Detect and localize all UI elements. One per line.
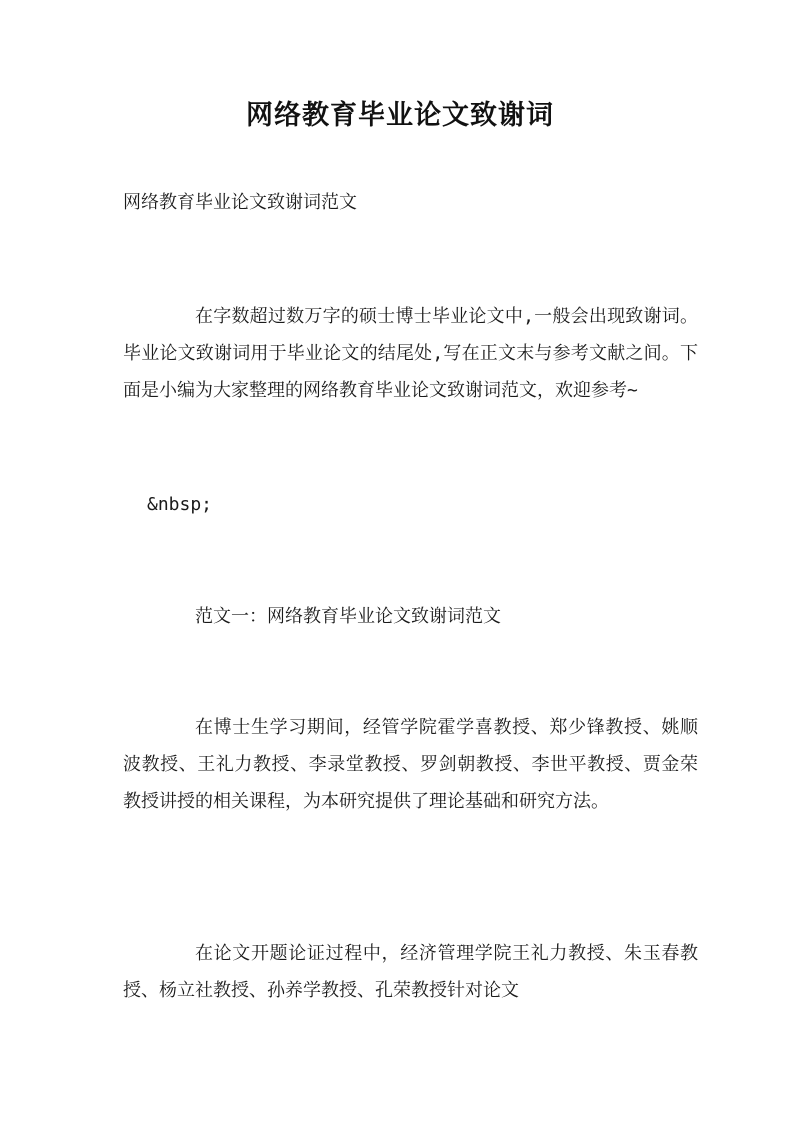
section-heading: 范文一：网络教育毕业论文致谢词范文 (195, 606, 501, 627)
body-paragraph-2: 在论文开题论证过程中，经济管理学院王礼力教授、朱玉春教授、杨立社教授、孙养学教授、孔荣教授针对论文 (123, 943, 698, 1001)
intro-paragraph: 在字数超过数万字的硕士博士毕业论文中,一般会出现致谢词。毕业论文致谢词用于毕业论文的结尾处,写在正文末与参考文献之间。下面是小编为大家整理的网络教育毕业论文致谢词范文，欢迎参考~ (123, 306, 698, 401)
nbsp-text: &nbsp; (147, 494, 213, 515)
document-subtitle: 网络教育毕业论文致谢词范文 (123, 192, 357, 213)
document-title: 网络教育毕业论文致谢词 (246, 100, 554, 131)
body-paragraph-1: 在博士生学习期间，经管学院霍学喜教授、郑少锋教授、姚顺波教授、王礼力教授、李录堂教授、罗剑朝教授、李世平教授、贾金荣教授讲授的相关课程，为本研究提供了理论基础和研究方法。 (123, 717, 698, 812)
